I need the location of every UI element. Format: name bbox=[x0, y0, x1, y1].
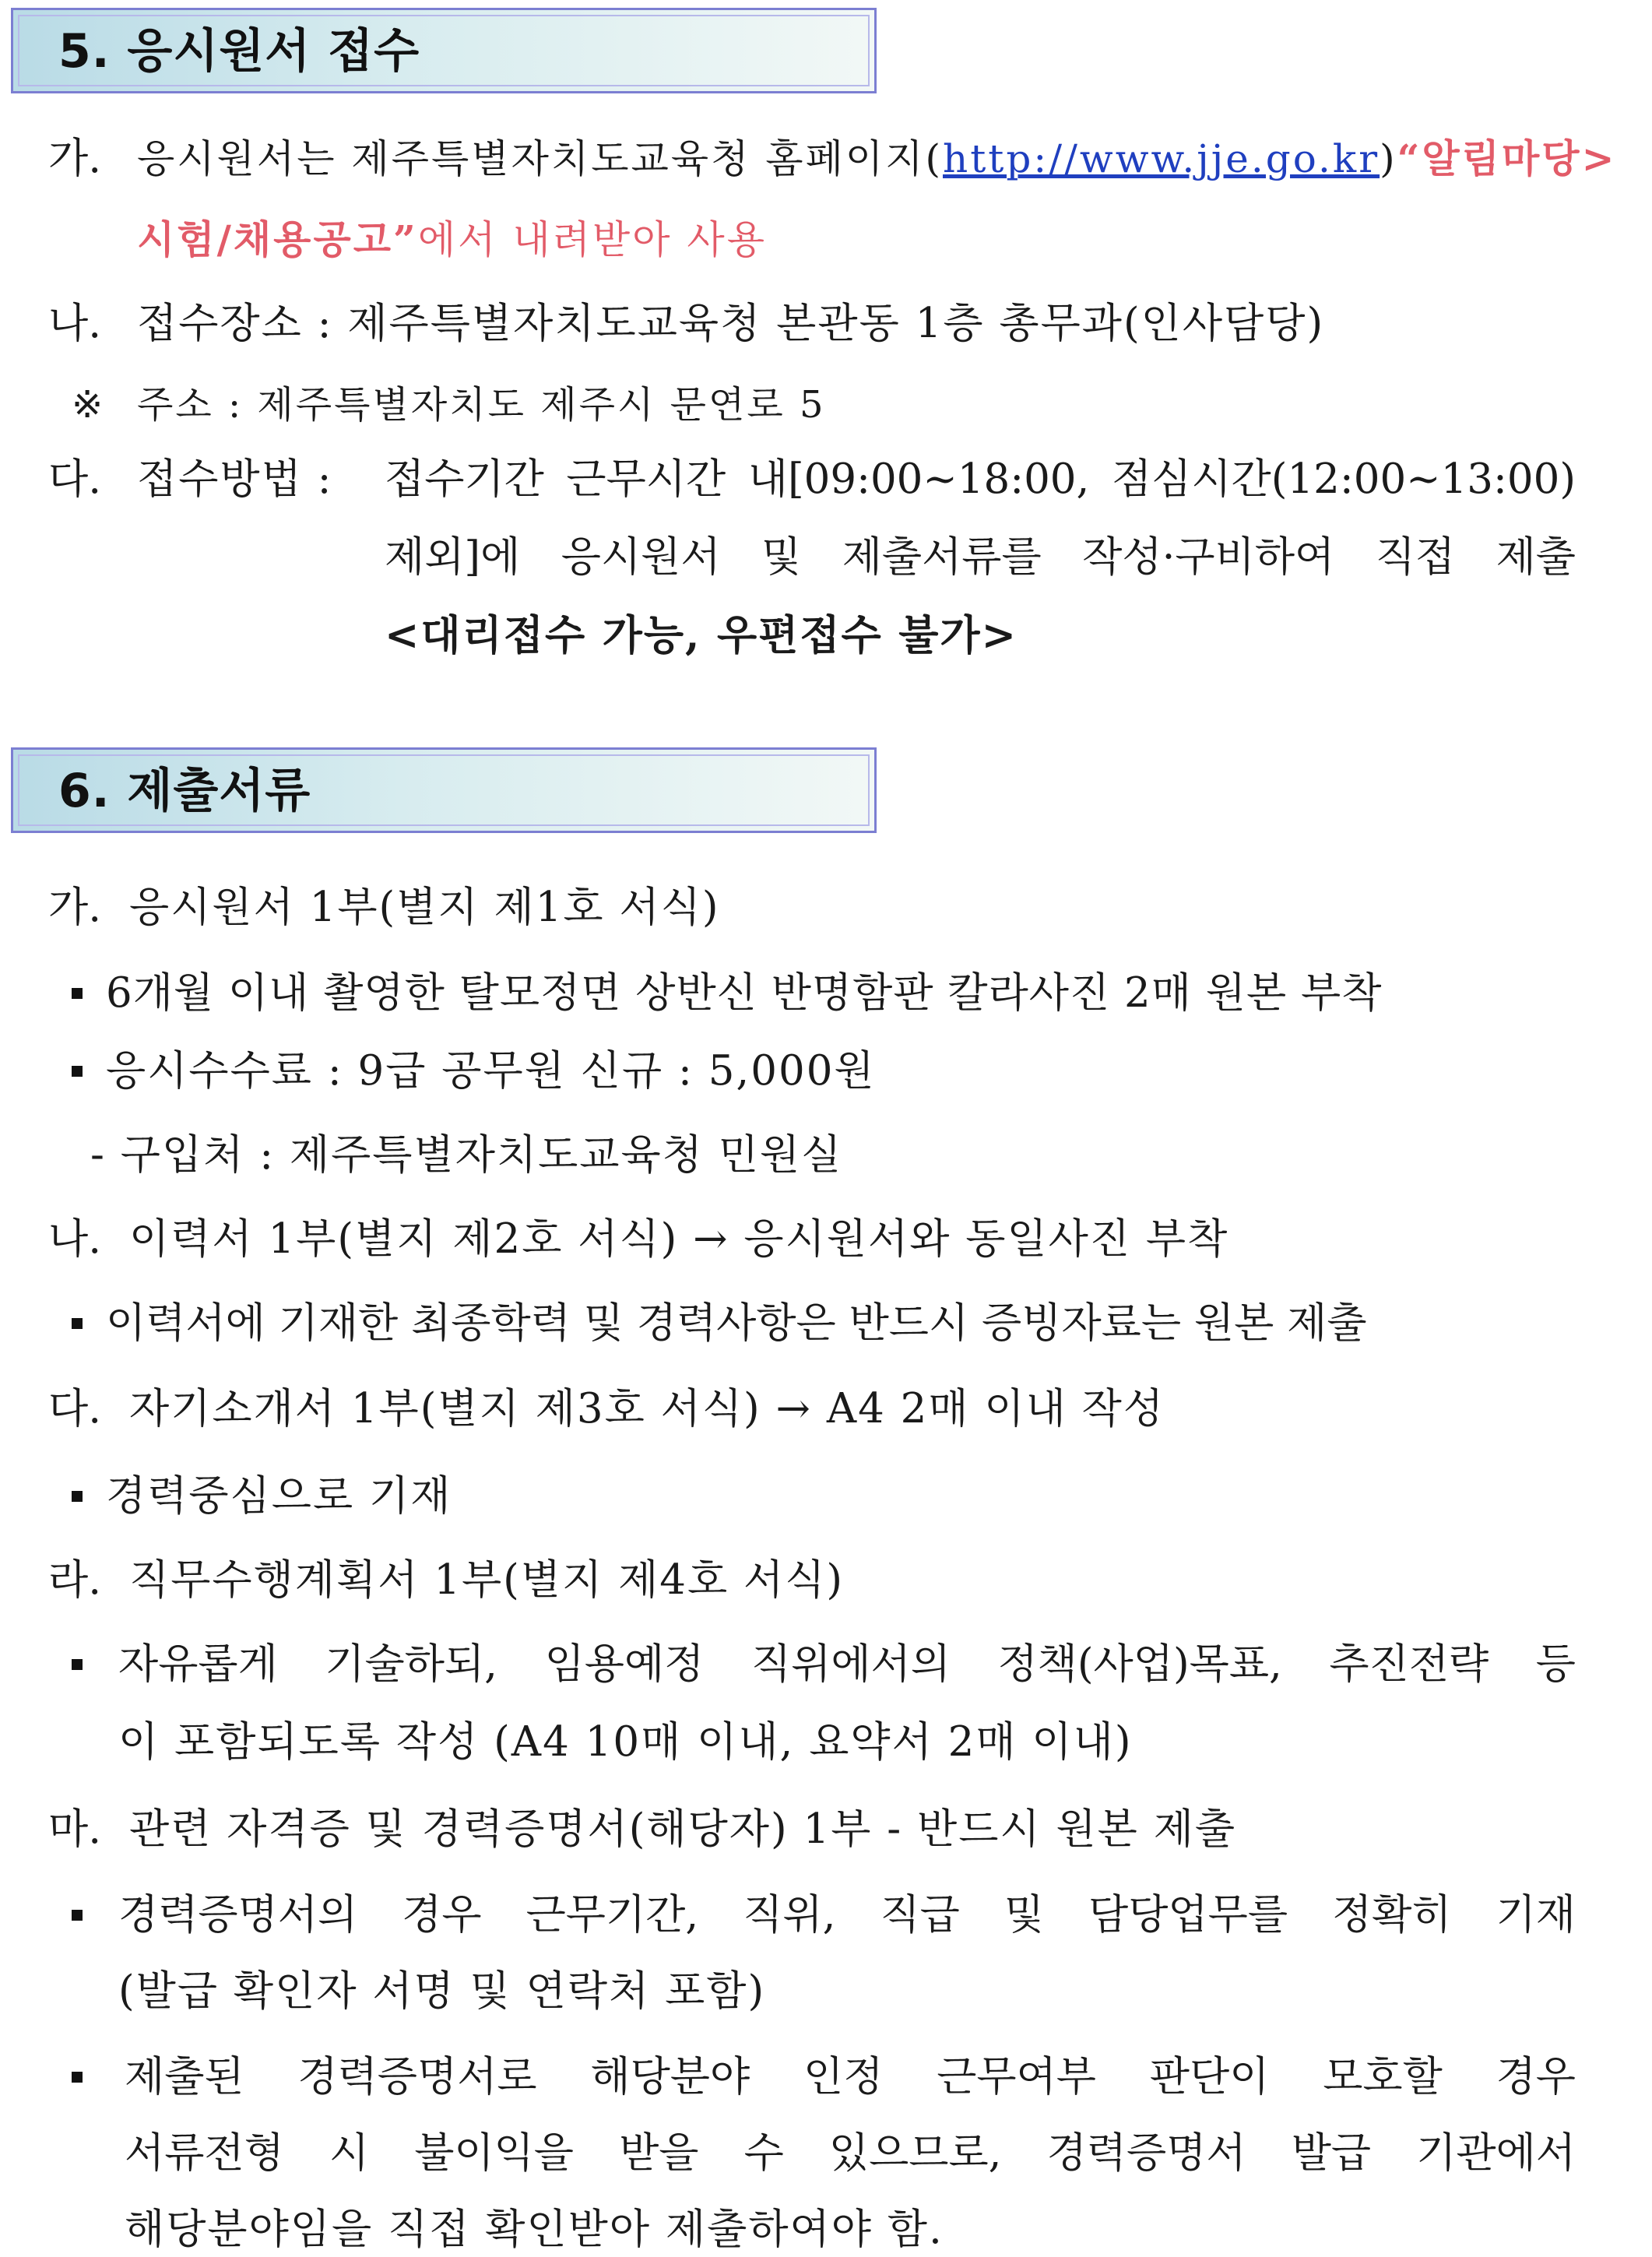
s6-ma-bullet-1-line2: (발급 확인자 서명 및 연락처 포함) bbox=[118, 1967, 766, 2015]
s5-ga-paren: ) bbox=[1380, 136, 1397, 181]
bullet-square-icon bbox=[72, 2072, 83, 2083]
section-5-title: 5. 응시원서 접수 bbox=[58, 24, 420, 79]
s5-na-text: 접수장소 : 제주특별자치도교육청 본관동 1층 총무과(인사담당) bbox=[137, 300, 1325, 347]
s5-da-marker: 다. bbox=[48, 455, 102, 503]
s5-ga-line1 bbox=[137, 134, 1616, 184]
s6-da-bullet-1 bbox=[72, 1471, 452, 1521]
s5-ga-line2 bbox=[137, 215, 767, 265]
s6-na-bullet-1 bbox=[72, 1299, 1576, 1348]
bullet-square-icon bbox=[72, 1066, 83, 1077]
s5-ga-text-end: 에서 내려받아 사용 bbox=[417, 217, 768, 262]
s6-ra-bullet-1-line2: 이 포함되도록 작성 (A4 10매 이내, 요약서 2매 이내) bbox=[118, 1718, 1133, 1766]
section-5-header bbox=[11, 8, 877, 93]
section-6-header bbox=[11, 747, 877, 833]
s6-ra-marker: 라. bbox=[48, 1556, 102, 1604]
s6-ga-marker: 가. bbox=[48, 884, 102, 931]
s6-da-text: 자기소개서 1부(별지 제3호 서식) → A4 2매 이내 작성 bbox=[129, 1385, 1165, 1433]
s6-ga-bullet-2 bbox=[72, 1046, 876, 1096]
s6-ra-bullet-1-line1: 자유롭게 기술하되, 임용예정 직위에서의 정책(사업)목표, 추진전략 등 bbox=[118, 1640, 1576, 1688]
s5-ga-highlight-1: “알림마당> bbox=[1397, 135, 1617, 181]
s6-da-bullet-1-text: 경력중심으로 기재 bbox=[106, 1472, 452, 1520]
s6-da-marker: 다. bbox=[48, 1385, 102, 1433]
s6-ma-bullet-2-line1: 제출된 경력증명서로 해당분야 인정 근무여부 판단이 모호할 경우 bbox=[125, 2053, 1576, 2101]
bullet-square-icon bbox=[72, 1910, 83, 1921]
s6-ma-bullet-1-marker bbox=[72, 1890, 106, 1940]
s6-na-text: 이력서 1부(별지 제2호 서식) → 응시원서와 동일사진 부착 bbox=[129, 1215, 1229, 1263]
s5-da-line1: 접수기간 근무시간 내[09:00~18:00, 점심시간(12:00~13:00) bbox=[385, 455, 1576, 503]
s6-ma-bullet-2-marker bbox=[72, 2052, 106, 2102]
s6-ga-bullet-2-text: 응시수수료 : 9급 공무원 신규 : 5,000원 bbox=[106, 1047, 876, 1095]
s5-na-marker: 나. bbox=[48, 300, 102, 347]
s6-ma-bullet-1-line1: 경력증명서의 경우 근무기간, 직위, 직급 및 담당업무를 정확히 기재 bbox=[118, 1891, 1576, 1939]
homepage-link[interactable]: http://www.jje.go.kr bbox=[943, 136, 1380, 181]
s6-na-marker: 나. bbox=[48, 1215, 102, 1263]
s6-ma-bullet-2-line2: 서류전형 시 불이익을 받을 수 있으므로, 경력증명서 발급 기관에서 bbox=[125, 2129, 1576, 2177]
bullet-square-icon bbox=[72, 1659, 83, 1670]
s5-da-line2: 제외]에 응시원서 및 제출서류를 작성·구비하여 직접 제출 bbox=[385, 533, 1576, 581]
s6-ra-bullet-marker bbox=[72, 1640, 106, 1689]
s6-ga-sub: - 구입처 : 제주특별자치도교육청 민원실 bbox=[90, 1131, 843, 1179]
s5-da-label: 접수방법 : bbox=[137, 455, 333, 503]
s6-ga-bullet-1-text: 6개월 이내 촬영한 탈모정면 상반신 반명함판 칼라사진 2매 원본 부착 bbox=[106, 969, 1383, 1017]
bullet-square-icon bbox=[72, 1318, 83, 1329]
s6-ga-text: 응시원서 1부(별지 제1호 서식) bbox=[129, 884, 720, 931]
s5-note-marker: ※ bbox=[72, 383, 104, 427]
s5-note-text: 주소 : 제주특별자치도 제주시 문연로 5 bbox=[137, 383, 826, 427]
s6-na-bullet-1-text: 이력서에 기재한 최종학력 및 경력사항은 반드시 증빙자료는 원본 제출 bbox=[106, 1299, 1367, 1347]
s6-ma-marker: 마. bbox=[48, 1805, 102, 1853]
bullet-square-icon bbox=[72, 988, 83, 999]
s5-da-line3: <대리접수 가능, 우편접수 불가> bbox=[385, 611, 1018, 659]
s5-ga-highlight-2: 시험/채용공고” bbox=[137, 216, 418, 262]
s5-ga-marker: 가. bbox=[48, 135, 102, 182]
bullet-square-icon bbox=[72, 1491, 83, 1502]
s5-ga-text: 응시원서는 제주특별자치도교육청 홈페이지( bbox=[137, 136, 943, 181]
s6-ga-bullet-1 bbox=[72, 969, 1382, 1018]
s6-ra-text: 직무수행계획서 1부(별지 제4호 서식) bbox=[129, 1556, 845, 1604]
s6-ma-bullet-2-line3: 해당분야임을 직접 확인받아 제출하여야 함. bbox=[125, 2206, 944, 2253]
s6-ma-text: 관련 자격증 및 경력증명서(해당자) 1부 - 반드시 원본 제출 bbox=[129, 1805, 1237, 1853]
section-6-title: 6. 제출서류 bbox=[58, 764, 311, 818]
